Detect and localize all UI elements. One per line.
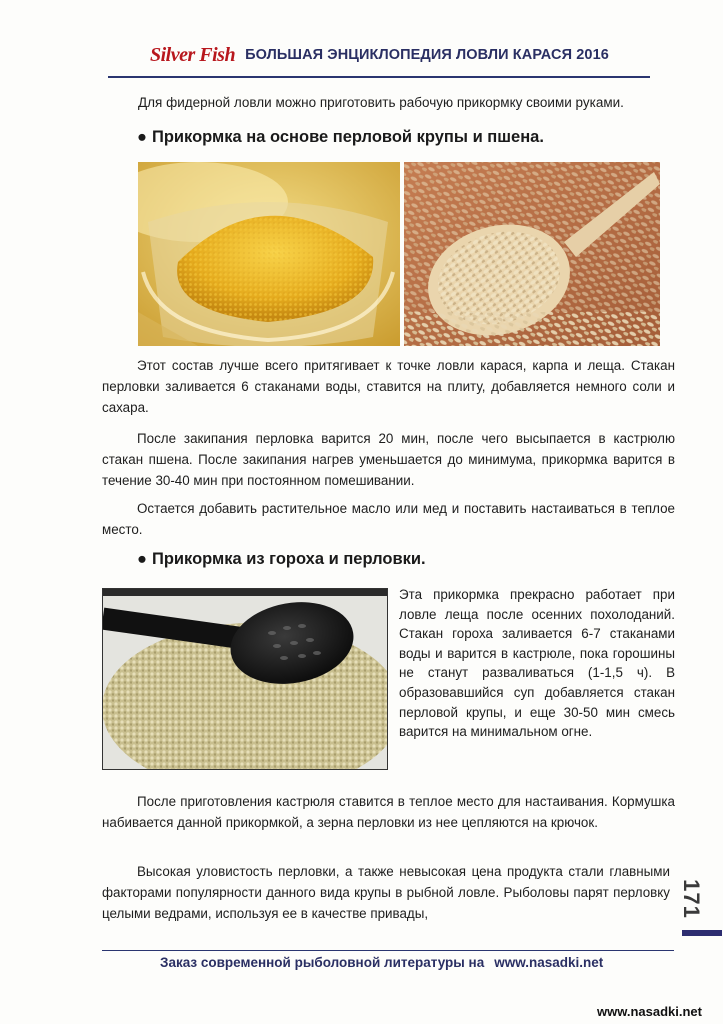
- paragraph: Остается добавить растительное масло или мед и поставить настаиваться в теплое место.: [102, 501, 675, 537]
- section-heading-barley-millet: [137, 128, 544, 147]
- paragraph: После приготовления кастрюля ставится в теплое место для настаивания. Кормушка набивается данной прикормкой, а зерна перловки из нее цепляются на крючок.: [102, 794, 675, 830]
- bullet-icon: ●: [137, 550, 147, 568]
- page-header: [150, 40, 609, 70]
- page-footer: [160, 955, 603, 970]
- paragraph: Этот состав лучше всего притягивает к точке ловли карася, карпа и леща. Стакан перловки заливается 6 стаканами воды, ставится на плиту, добавляется немного соли и сахара.: [102, 358, 675, 415]
- book-title: БОЛЬШАЯ ЭНЦИКЛОПЕДИЯ ЛОВЛИ КАРАСЯ 2016: [245, 47, 609, 63]
- section-heading-text: Прикормка из гороха и перловки.: [151, 550, 426, 568]
- paragraph: Высокая уловистость перловки, а также невысокая цена продукта стали главными факторами популярности данного вида крупы в рыбной ловле. Рыболовы парят перловку целыми ведрами, используя ее в качестве привады,: [102, 864, 670, 921]
- paragraph: После закипания перловка варится 20 мин, после чего высыпается в кастрюлю стакан пшена. После закипания нагрев уменьшается до минимума, прикормка варится в течение 30-40 мин при постоянном помешивании.: [102, 431, 675, 488]
- porridge-spoon-photo: [102, 588, 388, 770]
- watermark: www.nasadki.net: [597, 1004, 702, 1019]
- footer-divider: [102, 950, 674, 951]
- page-number: 171: [679, 879, 704, 919]
- bullet-icon: ●: [137, 128, 147, 146]
- page-edge-bar: [682, 930, 722, 936]
- footer-link[interactable]: www.nasadki.net: [494, 955, 604, 970]
- side-paragraph: Эта прикормка прекрасно работает при ловле леща после осенних похолоданий. Стакан гороха заливается 6-7 стаканами воды и варится в кастрюле, пока горошины не станут разваливаться (1-1,5 ч). В образовавшийся суп добавляется стакан перловой крупы, и еще 30-50 мин смесь варится на минимальном огне.: [399, 587, 675, 740]
- millet-photo: [138, 162, 400, 346]
- silver-fish-logo: Silver Fish: [150, 43, 236, 66]
- intro-text: Для фидерной ловли можно приготовить рабочую прикормку своими руками.: [138, 95, 624, 110]
- barley-spoon-photo: [404, 162, 660, 346]
- section-heading-text: Прикормка на основе перловой крупы и пшена.: [151, 128, 544, 146]
- footer-text: Заказ современной рыболовной литературы на: [160, 955, 485, 970]
- header-divider: [108, 76, 650, 78]
- section-heading-peas-barley: [137, 550, 426, 569]
